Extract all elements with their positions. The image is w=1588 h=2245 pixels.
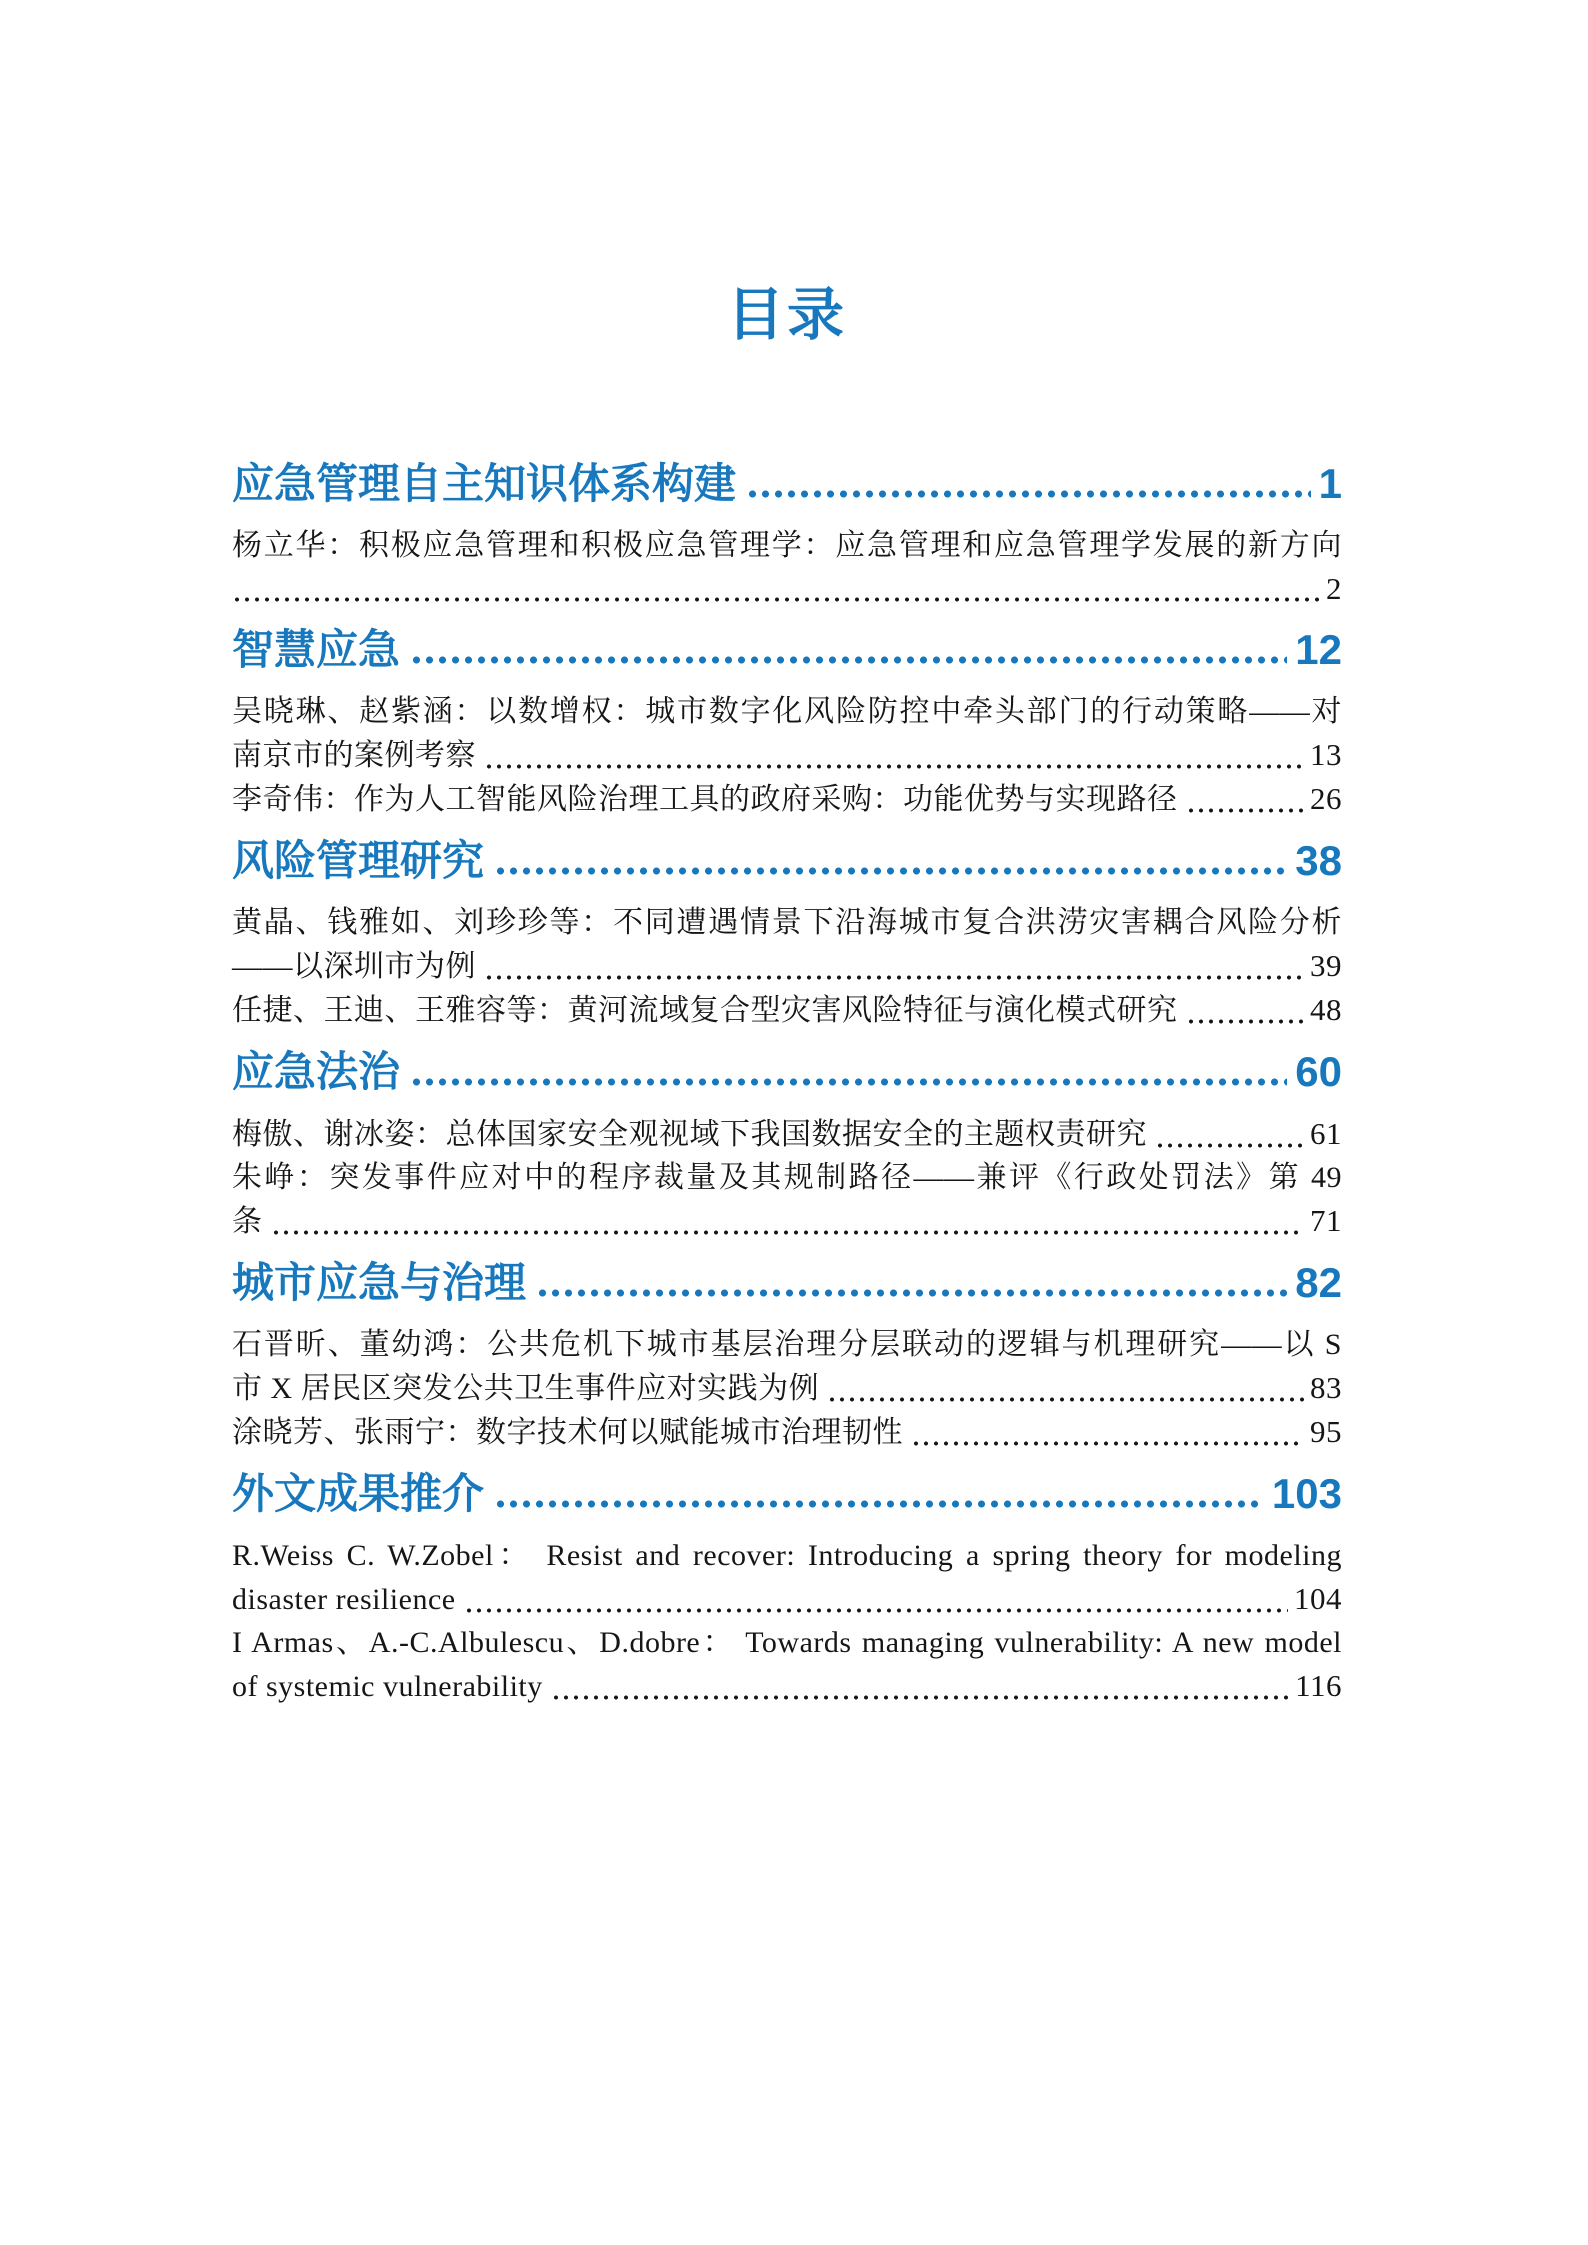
section-title: 应急法治 (232, 1048, 401, 1095)
toc-entry-last-line[interactable] (232, 1577, 1342, 1621)
entry-page-number: 116 (1295, 1668, 1342, 1703)
toc-entry-line[interactable]: 石晋昕、董幼鸿：公共危机下城市基层治理分层联动的逻辑与机理研究——以 S (232, 1328, 1342, 1361)
entry-dot-leader (1155, 1143, 1304, 1148)
section-dot-leader (410, 656, 1287, 664)
section-title: 城市应急与治理 (232, 1259, 527, 1306)
toc-entry-line[interactable]: 杨立华：积极应急管理和积极应急管理学：应急管理和应急管理学发展的新方向 (232, 529, 1342, 562)
toc-entry-last-line[interactable] (232, 567, 1342, 610)
section-dot-leader (410, 1078, 1287, 1086)
entry-page-number: 61 (1310, 1116, 1342, 1151)
entry-page-number: 95 (1310, 1414, 1342, 1449)
entry-page-number: 104 (1294, 1581, 1342, 1616)
entry-dot-leader (484, 764, 1304, 769)
entry-text: 涂晓芳、张雨宁：数字技术何以赋能城市治理韧性 (232, 1416, 903, 1449)
section-title: 外文成果推介 (232, 1470, 485, 1517)
entry-text: disaster resilience (232, 1583, 456, 1616)
entry-page-number: 48 (1310, 992, 1342, 1027)
toc-entry-last-line[interactable] (232, 777, 1342, 821)
toc-list (232, 462, 1342, 1708)
toc-entry-last-line[interactable] (232, 988, 1342, 1032)
entry-text: 市 X 居民区突发公共卫生事件应对实践为例 (232, 1372, 820, 1405)
toc-entry-line[interactable]: I Armas、A.-C.Albulescu、D.dobre： Towards managing vulnerability: A new model (232, 1626, 1342, 1659)
toc-section-heading[interactable] (232, 1472, 1342, 1516)
toc-entry-last-line[interactable] (232, 1199, 1342, 1243)
toc-section-heading[interactable] (232, 628, 1342, 672)
page-title: 目录 (727, 283, 847, 347)
toc-entry-last-line[interactable] (232, 733, 1342, 777)
section-title: 智慧应急 (232, 626, 401, 673)
section-title: 风险管理研究 (232, 837, 485, 884)
section-dot-leader (494, 1500, 1264, 1508)
entry-dot-leader (271, 1230, 1305, 1235)
entry-text: of systemic vulnerability (232, 1670, 543, 1703)
toc-entry-last-line[interactable] (232, 1410, 1342, 1454)
entry-dot-leader (484, 975, 1304, 980)
entry-text: 条 (232, 1205, 263, 1238)
toc-entry-line[interactable]: 吴晓琳、赵紫涵：以数增权：城市数字化风险防控中牵头部门的行动策略——对 (232, 695, 1342, 728)
toc-section-heading[interactable] (232, 462, 1342, 506)
section-page-number: 1 (1318, 460, 1342, 507)
toc-entry-last-line[interactable] (232, 1112, 1342, 1156)
section-page-number: 38 (1295, 837, 1342, 884)
entry-dot-leader (827, 1397, 1304, 1402)
entry-dot-leader (551, 1695, 1289, 1700)
section-dot-leader (494, 867, 1287, 875)
entry-dot-leader (232, 597, 1320, 602)
section-page-number: 60 (1295, 1048, 1342, 1095)
entry-page-number: 2 (1326, 571, 1342, 606)
toc-entry-last-line[interactable] (232, 1664, 1342, 1708)
section-page-number: 103 (1271, 1470, 1342, 1517)
entry-dot-leader (464, 1608, 1288, 1613)
entry-page-number: 39 (1310, 948, 1342, 983)
toc-section-heading[interactable] (232, 1261, 1342, 1305)
entry-page-number: 26 (1310, 781, 1342, 816)
entry-dot-leader (911, 1441, 1304, 1446)
entry-text: 南京市的案例考察 (232, 739, 476, 772)
section-title: 应急管理自主知识体系构建 (232, 460, 737, 507)
entry-dot-leader (1186, 808, 1305, 813)
toc-entry-line[interactable]: R.Weiss C. W.Zobel： Resist and recover: Introducing a spring theory for modeling (232, 1539, 1342, 1572)
entry-text: 任捷、王迪、王雅容等：黄河流域复合型灾害风险特征与演化模式研究 (232, 994, 1178, 1027)
section-page-number: 82 (1295, 1259, 1342, 1306)
toc-entry-last-line[interactable] (232, 1366, 1342, 1410)
toc-section-heading[interactable] (232, 839, 1342, 883)
section-dot-leader (746, 490, 1311, 498)
entry-dot-leader (1186, 1019, 1305, 1024)
toc-entry-last-line[interactable] (232, 944, 1342, 988)
toc-section-heading[interactable] (232, 1050, 1342, 1094)
section-page-number: 12 (1295, 626, 1342, 673)
entry-text: ——以深圳市为例 (232, 950, 476, 983)
entry-text: 梅傲、谢冰姿：总体国家安全观视域下我国数据安全的主题权责研究 (232, 1118, 1147, 1151)
entry-page-number: 83 (1310, 1370, 1342, 1405)
toc-entry-line[interactable]: 朱峥：突发事件应对中的程序裁量及其规制路径——兼评《行政处罚法》第 49 (232, 1161, 1342, 1194)
section-dot-leader (536, 1289, 1287, 1297)
entry-page-number: 13 (1310, 737, 1342, 772)
toc-entry-line[interactable]: 黄晶、钱雅如、刘珍珍等：不同遭遇情景下沿海城市复合洪涝灾害耦合风险分析 (232, 906, 1342, 939)
entry-page-number: 71 (1310, 1203, 1342, 1238)
entry-text: 李奇伟：作为人工智能风险治理工具的政府采购：功能优势与实现路径 (232, 783, 1178, 816)
